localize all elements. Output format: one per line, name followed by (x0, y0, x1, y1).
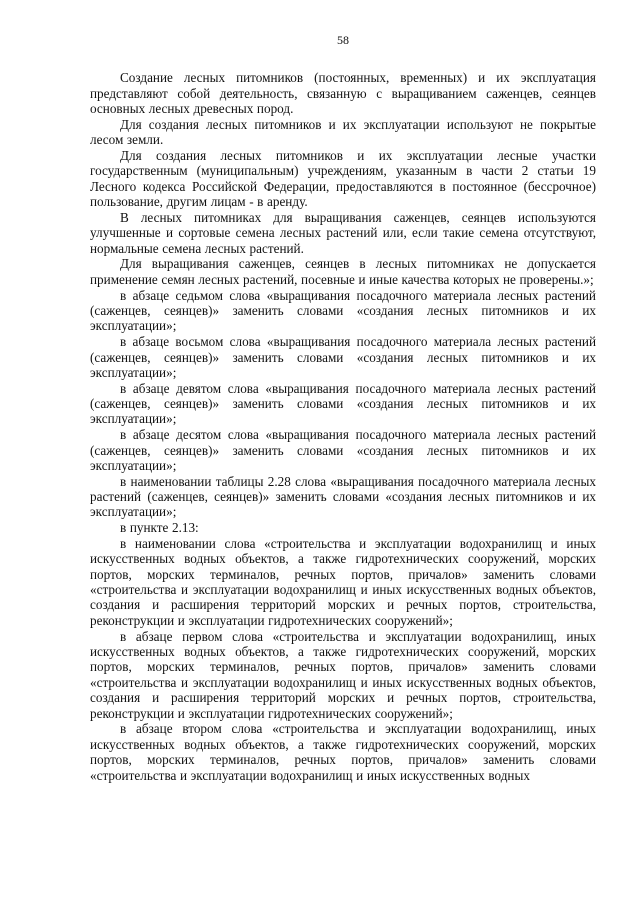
paragraph: в абзаце седьмом слова «выращивания посадочного материала лесных растений (саженцев, сеянцев)» заменить словами «создания лесных питомников и их эксплуатации»; (90, 287, 596, 334)
paragraph: в наименовании таблицы 2.28 слова «выращивания посадочного материала лесных растений (саженцев, сеянцев)» заменить словами «создания лесных питомников и их эксплуатации»; (90, 473, 596, 520)
paragraph: Для выращивания саженцев, сеянцев в лесных питомниках не допускается применение семян лесных растений, посевные и иные качества которых не проверены.»; (90, 256, 596, 287)
document-page (90, 33, 596, 783)
paragraph: в наименовании слова «строительства и эксплуатации водохранилищ и иных искусственных водных объектов, а также гидротехнических сооружений, морских портов, морских терминалов, речных портов, причалов» заменить словами «строительства и эксплуатации водохранилищ и иных искусственных водных объектов, создания и расширения территорий морских и речных портов, строительства, реконструкции и эксплуатации гидротехнических сооружений»; (90, 535, 596, 628)
paragraph: Создание лесных питомников (постоянных, временных) и их эксплуатация представляют собой деятельность, связанную с выращиванием саженцев, сеянцев основных лесных древесных пород. (90, 70, 596, 117)
paragraph: Для создания лесных питомников и их эксплуатации используют не покрытые лесом земли. (90, 116, 596, 148)
paragraph: В лесных питомниках для выращивания саженцев, сеянцев используются улучшенные и сортовые семена лесных растений или, если такие семена отсутствуют, нормальные семена лесных растений. (90, 209, 596, 256)
paragraph: в абзаце десятом слова «выращивания посадочного материала лесных растений (саженцев, сеянцев)» заменить словами «создания лесных питомников и их эксплуатации»; (90, 427, 596, 473)
paragraph: Для создания лесных питомников и их эксплуатации лесные участки государственным (муниципальным) учреждениям, указанным в части 2 статьи 19 Лесного кодекса Российской Федерации, предоставляются в постоянное (бессрочное) пользование, другим лицам - в аренду. (90, 148, 596, 210)
paragraph: в абзаце восьмом слова «выращивания посадочного материала лесных растений (саженцев, сеянцев)» заменить словами «создания лесных питомников и их эксплуатации»; (90, 334, 596, 380)
page-number: 58 (337, 33, 349, 47)
paragraph: в абзаце девятом слова «выращивания посадочного материала лесных растений (саженцев, сеянцев)» заменить словами «создания лесных питомников и их эксплуатации»; (90, 380, 596, 427)
paragraph: в абзаце втором слова «строительства и эксплуатации водохранилищ, иных искусственных водных объектов, а также гидротехнических сооружений, морских портов, морских терминалов, речных портов, причалов» заменить словами «строительства и эксплуатации водохранилищ и иных искусственных водных (90, 721, 596, 783)
paragraph: в абзаце первом слова «строительства и эксплуатации водохранилищ, иных искусственных водных объектов, а также гидротехнических сооружений, морских портов, морских терминалов, речных портов, причалов» заменить словами «строительства и эксплуатации водохранилищ и иных искусственных водных объектов, создания и расширения территорий морских и речных портов, строительства, реконструкции и эксплуатации гидротехнических сооружений»; (90, 628, 596, 721)
paragraph: в пункте 2.13: (120, 520, 199, 536)
